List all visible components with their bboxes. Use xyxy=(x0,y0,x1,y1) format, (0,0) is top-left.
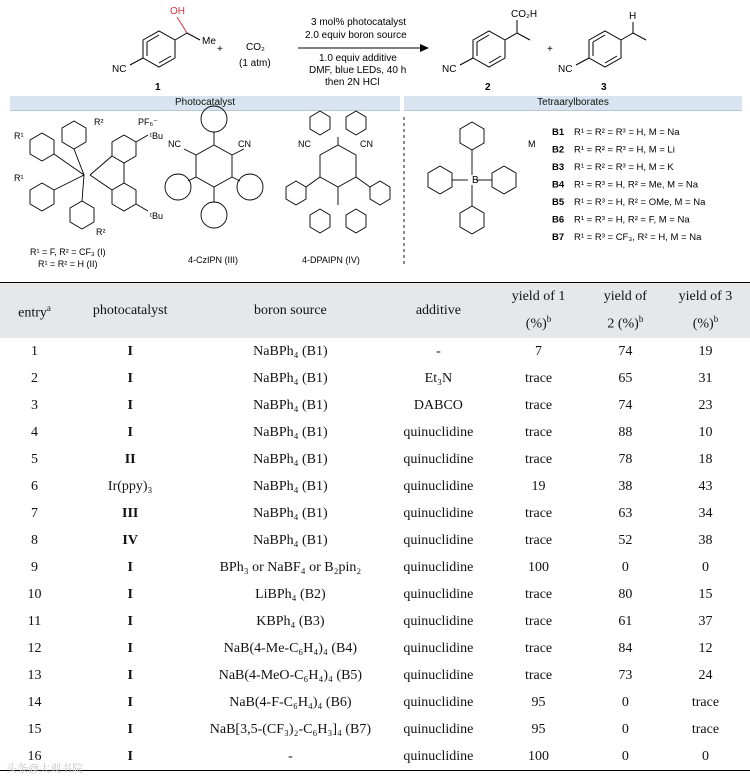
yield-2-cell: 73 xyxy=(618,668,633,683)
product2-ring xyxy=(473,31,505,67)
condition-above-1: 3 mol% photocatalyst xyxy=(311,17,407,28)
yield-3-cell: 0 xyxy=(661,743,750,771)
borate-code: B3 xyxy=(552,162,565,173)
product2-number: 2 xyxy=(485,82,491,93)
borate-list xyxy=(552,127,706,243)
ir-definition-2: R¹ = R² = H (II) xyxy=(38,259,98,269)
photocatalyst-cell: I xyxy=(69,743,191,771)
yield-3-cell: 12 xyxy=(698,641,713,656)
yield-1-cell: trace xyxy=(524,425,553,440)
ir-r2-label-1: R² xyxy=(94,117,104,127)
table-row xyxy=(0,689,750,716)
boron-source-cell: NaB(4-MeO-C₆H₄)₄ (B5) xyxy=(218,668,363,683)
photocatalyst-cell: I xyxy=(127,587,133,602)
me-label: Me xyxy=(202,36,216,47)
yield-3-cell: 19 xyxy=(698,344,713,359)
plus-1: + xyxy=(217,44,223,55)
yield-2-cell: 63 xyxy=(618,506,633,521)
co2-conditions: (1 atm) xyxy=(239,58,271,69)
table-row xyxy=(0,635,750,662)
reactant-number: 1 xyxy=(155,82,161,93)
table-row xyxy=(0,419,750,446)
yield-2-cell: 0 xyxy=(621,695,629,710)
yield-1-cell: trace xyxy=(524,452,553,467)
yield-2-cell: 0 xyxy=(621,560,629,575)
yield-3-cell: 23 xyxy=(698,398,713,413)
borate-code: B5 xyxy=(552,197,565,208)
borate-definition: R¹ = R³ = CF₃, R² = H, M = Na xyxy=(574,232,702,243)
table-row xyxy=(0,392,750,419)
photocatalyst-cell: I xyxy=(127,695,133,710)
photocatalyst-cell: I xyxy=(127,560,133,575)
additive-cell: quinuclidine xyxy=(403,560,474,575)
dpaipn-cn-label: CN xyxy=(360,139,373,149)
additive-cell: quinuclidine xyxy=(403,452,474,467)
yield-1-cell: trace xyxy=(524,398,553,413)
czipn-nc-label: NC xyxy=(168,139,181,149)
table-row xyxy=(0,608,750,635)
additive-cell: quinuclidine xyxy=(403,695,474,710)
photocatalyst-cell: Ir(ppy)₃ xyxy=(107,479,153,494)
col-photocatalyst: photocatalyst xyxy=(69,283,191,339)
table-row xyxy=(0,338,750,365)
table-row xyxy=(0,473,750,500)
table-header-row xyxy=(0,283,750,339)
yield-2-cell: 52 xyxy=(618,533,633,548)
boron-source-cell: - xyxy=(191,743,389,771)
boron-source-cell: NaBPh₄ (B1) xyxy=(253,344,328,359)
borate-definition: R¹ = R³ = H, R² = Me, M = Na xyxy=(574,179,699,191)
borate-code: B4 xyxy=(552,179,565,191)
product3-number: 3 xyxy=(601,82,607,93)
czipn-drawing xyxy=(165,106,263,228)
nc-label-3: NC xyxy=(558,64,573,75)
condition-below-3: then 2N HCl xyxy=(325,77,380,88)
entry-cell: 2 xyxy=(30,371,38,386)
h-label: H xyxy=(629,11,637,22)
yield-1-cell: trace xyxy=(524,371,553,386)
yield-3-cell: 38 xyxy=(698,533,713,548)
entry-cell: 14 xyxy=(27,695,42,710)
co2-label: CO₂ xyxy=(246,42,265,53)
additive-cell: quinuclidine xyxy=(403,614,474,629)
ir-definition-1: R¹ = F, R² = CF₃ (I) xyxy=(30,247,106,257)
yield-2-cell: 61 xyxy=(618,614,633,629)
additive-cell: DABCO xyxy=(413,398,463,413)
boron-source-cell: NaBPh₄ (B1) xyxy=(253,398,328,413)
borate-definition: R¹ = R² = R³ = H, M = Na xyxy=(574,127,680,138)
czipn-cn-label: CN xyxy=(238,139,251,149)
nc-label-2: NC xyxy=(442,64,457,75)
photocatalyst-header: Photocatalyst xyxy=(10,96,400,111)
dpaipn-label: 4-DPAIPN (IV) xyxy=(302,255,360,265)
entry-cell: 9 xyxy=(30,560,38,575)
col-entry: entry$^a$ xyxy=(0,283,69,339)
condition-below-2: DMF, blue LEDs, 40 h xyxy=(309,65,407,76)
borate-definition: R¹ = R² = R³ = H, M = K xyxy=(574,162,674,173)
yield-1-cell: trace xyxy=(524,641,553,656)
yield-1-cell: 7 xyxy=(535,344,543,359)
photocatalyst-cell: II xyxy=(124,452,136,467)
col-yield-3: yield of 3 (%)$^b$ xyxy=(661,283,750,339)
table-row xyxy=(0,581,750,608)
additive-cell: quinuclidine xyxy=(403,506,474,521)
boron-source-cell: NaBPh₄ (B1) xyxy=(253,533,328,548)
borate-code: B1 xyxy=(552,127,565,138)
dpaipn-nc-label: NC xyxy=(298,139,311,149)
photocatalyst-cell: I xyxy=(127,398,133,413)
borate-code: B7 xyxy=(552,232,565,243)
photocatalyst-cell: I xyxy=(127,668,133,683)
results-table xyxy=(0,282,750,771)
additive-cell: quinuclidine xyxy=(403,722,474,737)
yield-3-cell: 37 xyxy=(698,614,713,629)
ir-tbu-label-2: ᵗBu xyxy=(150,211,163,221)
entry-cell: 1 xyxy=(30,344,38,359)
table-row xyxy=(0,743,750,771)
yield-1-cell: trace xyxy=(524,614,553,629)
col-boron-source: boron source xyxy=(191,283,389,339)
yield-2-cell: 84 xyxy=(618,641,633,656)
boron-source-cell: NaB[3,5-(CF₃)₂-C₆H₃]₄ (B7) xyxy=(209,722,372,737)
borate-code: B6 xyxy=(552,214,565,226)
boron-source-cell: LiBPh₄ (B2) xyxy=(255,587,326,602)
yield-2-cell: 80 xyxy=(618,587,633,602)
boron-source-cell: NaBPh₄ (B1) xyxy=(253,425,328,440)
yield-2-cell: 78 xyxy=(618,452,633,467)
yield-1-cell: 95 xyxy=(531,695,546,710)
additive-cell: quinuclidine xyxy=(403,641,474,656)
ir-r1-label-1: R¹ xyxy=(14,131,24,141)
yield-3-cell: 43 xyxy=(698,479,713,494)
boron-atom-label: B xyxy=(472,175,479,186)
yield-1-cell: trace xyxy=(524,587,553,602)
co2h-label: CO₂H xyxy=(511,9,538,20)
boron-source-cell: NaBPh₄ (B1) xyxy=(253,371,328,386)
yield-1-cell: trace xyxy=(524,506,553,521)
boron-source-cell: NaB(4-Me-C₆H₄)₄ (B4) xyxy=(223,641,358,656)
yield-2-cell: 88 xyxy=(618,425,633,440)
photocatalyst-cell: I xyxy=(127,344,133,359)
borate-definition: R¹ = R³ = H, R² = OMe, M = Na xyxy=(574,197,706,208)
additive-cell: Et₃N xyxy=(424,371,453,386)
yield-2-cell: 74 xyxy=(618,398,633,413)
condition-above-2: 2.0 equiv boron source xyxy=(305,30,407,41)
additive-cell: quinuclidine xyxy=(403,425,474,440)
yield-3-cell: 31 xyxy=(698,371,713,386)
nc-label-1: NC xyxy=(112,64,127,75)
additive-cell: quinuclidine xyxy=(403,587,474,602)
yield-2-cell: 65 xyxy=(618,371,633,386)
additive-cell: quinuclidine xyxy=(403,533,474,548)
yield-1-cell: 95 xyxy=(531,722,546,737)
yield-3-cell: 15 xyxy=(698,587,713,602)
yield-3-cell: trace xyxy=(691,695,720,710)
entry-cell: 11 xyxy=(27,614,42,629)
col-additive: additive xyxy=(389,283,487,339)
yield-1-cell: trace xyxy=(524,533,553,548)
yield-1-cell: 100 xyxy=(487,743,589,771)
boron-source-cell: NaBPh₄ (B1) xyxy=(253,479,328,494)
yield-3-cell: 0 xyxy=(701,560,709,575)
entry-cell: 3 xyxy=(30,398,38,413)
entry-cell: 5 xyxy=(30,452,38,467)
photocatalyst-cell: I xyxy=(127,371,133,386)
ir-r2-label-2: R² xyxy=(96,227,106,237)
boron-source-cell: KBPh₄ (B3) xyxy=(256,614,325,629)
entry-cell: 10 xyxy=(27,587,42,602)
product3-ring xyxy=(589,31,621,67)
yield-2-cell: 74 xyxy=(618,344,633,359)
czipn-label: 4-CzIPN (III) xyxy=(188,255,239,265)
entry-cell: 8 xyxy=(30,533,38,548)
additive-cell: quinuclidine xyxy=(389,743,487,771)
entry-cell: 7 xyxy=(30,506,38,521)
catalyst-structures xyxy=(0,95,750,280)
yield-3-cell: 10 xyxy=(698,425,713,440)
condition-below-1: 1.0 equiv additive xyxy=(319,53,397,64)
borate-definition: R¹ = R³ = H, R² = F, M = Na xyxy=(574,214,690,226)
ir-pf6-label: PF₆⁻ xyxy=(138,117,158,127)
table-row xyxy=(0,716,750,743)
ir-complex-drawing xyxy=(30,121,148,229)
photocatalyst-cell: I xyxy=(127,425,133,440)
borate-definition: R¹ = R² = R³ = H, M = Li xyxy=(574,144,675,156)
col-yield-1: yield of 1 (%)$^b$ xyxy=(487,283,589,339)
yield-3-cell: 34 xyxy=(698,506,713,521)
watermark: 头条@大观书院 xyxy=(6,763,84,775)
table-row xyxy=(0,662,750,689)
borate-code: B2 xyxy=(552,144,565,156)
table-row xyxy=(0,500,750,527)
table-row xyxy=(0,554,750,581)
table-row xyxy=(0,446,750,473)
yield-2-cell: 0 xyxy=(590,743,661,771)
dpaipn-drawing xyxy=(286,111,390,233)
photocatalyst-cell: I xyxy=(127,641,133,656)
boron-source-cell: BPh₃ or NaBF₄ or B₂pin₂ xyxy=(219,560,362,575)
additive-cell: - xyxy=(436,344,441,359)
table-row xyxy=(0,365,750,392)
yield-2-cell: 0 xyxy=(621,722,629,737)
borate-m-label: M xyxy=(528,139,536,149)
ir-tbu-label-1: ᵗBu xyxy=(150,131,163,141)
photocatalyst-cell: I xyxy=(127,614,133,629)
boron-source-cell: NaB(4-F-C₆H₄)₄ (B6) xyxy=(229,695,352,710)
yield-1-cell: 100 xyxy=(528,560,550,575)
table-row xyxy=(0,527,750,554)
yield-1-cell: 19 xyxy=(531,479,546,494)
entry-cell: 12 xyxy=(27,641,42,656)
yield-2-cell: 38 xyxy=(618,479,633,494)
additive-cell: quinuclidine xyxy=(403,668,474,683)
borates-header: Tetraarylborates xyxy=(404,96,742,111)
yield-1-cell: trace xyxy=(524,668,553,683)
oh-label: OH xyxy=(170,6,185,17)
plus-2: + xyxy=(547,44,553,55)
boron-source-cell: NaBPh₄ (B1) xyxy=(253,506,328,521)
reactant-ring xyxy=(143,31,175,67)
entry-cell: 6 xyxy=(30,479,38,494)
additive-cell: quinuclidine xyxy=(403,479,474,494)
entry-cell: 13 xyxy=(27,668,42,683)
yield-3-cell: 24 xyxy=(698,668,713,683)
photocatalyst-cell: IV xyxy=(122,533,138,548)
photocatalyst-cell: III xyxy=(122,506,139,521)
boron-source-cell: NaBPh₄ (B1) xyxy=(253,452,328,467)
reaction-scheme xyxy=(0,0,750,95)
entry-cell: 16 xyxy=(0,743,69,771)
entry-cell: 15 xyxy=(27,722,42,737)
entry-cell: 4 xyxy=(30,425,38,440)
yield-3-cell: trace xyxy=(691,722,720,737)
photocatalyst-cell: I xyxy=(127,722,133,737)
col-yield-2: yield of 2 (%)$^b$ xyxy=(590,283,661,339)
yield-3-cell: 18 xyxy=(698,452,713,467)
ir-r1-label-2: R¹ xyxy=(14,173,24,183)
